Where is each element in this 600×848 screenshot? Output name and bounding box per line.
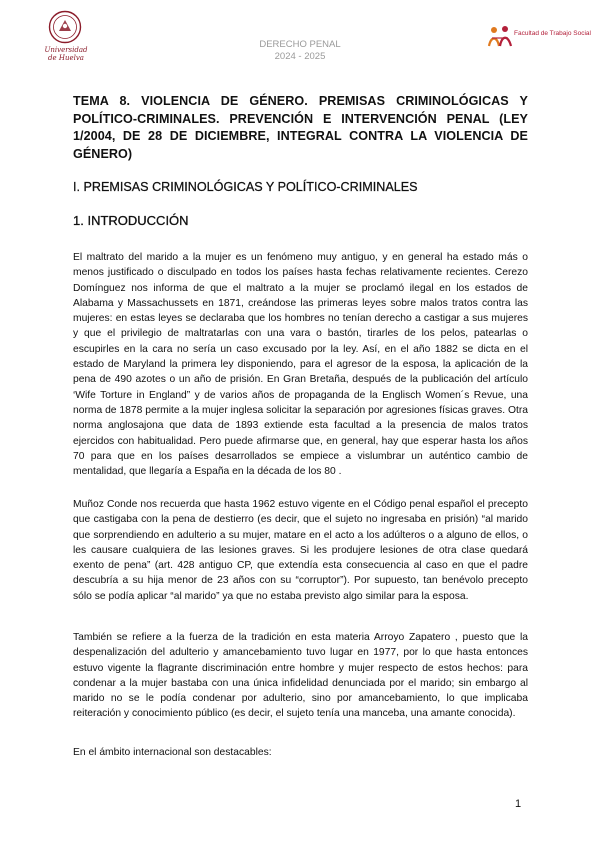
faculty-logo — [486, 24, 591, 52]
faculty-figures-icon — [486, 24, 514, 50]
section-heading: I. PREMISAS CRIMINOLÓGICAS Y POLÍTICO-CRIMINALES — [73, 180, 418, 194]
body-paragraph: Muñoz Conde nos recuerda que hasta 1962 estuvo vigente en el Código penal español el precepto que castigaba con la pena de destierro (es decir, que el sujeto no ingresaba en prisión) “al marido que sorprendiendo en adulterio a su mujer, matare en el acto a los adúlteros o a alguno de ellos, o les causare cualquiera de las lesiones graves. Si les produjere lesiones de otra clase quedará exento de pena” (art. 428 antiguo CP, que extendía esta consecuencia al caso en que el padre descubría a su hija menor de 23 años con su “corruptor”). Por supuesto, tan benévolo precepto sólo se podía aplicar “al marido” ya que no estaba previsto algo similar para la esposa. — [73, 499, 528, 602]
body-paragraph: El maltrato del marido a la mujer es un fenómeno muy antiguo, y en general ha estado más o menos justificado o disculpado en todos los países hasta fechas relativamente recientes. Cerezo Domínguez nos informa de que el maltrato a la mujer se proclamó ilegal en los estados de Alabama y Massachussets en 1871, creándose las primeras leyes sobre malos tratos contra las mujeres: en estas leyes se declaraba que los hombres no tenían derecho a castigar a sus mujeres y que el privilegio de maltratarlas con una vara o bastón, tirarles de los pelos, patearlas o escupirles en la cara no sería un caso excusado por la ley. Así, en el año 1882 se dicta en el estado de Maryland la primera ley disponiendo, para el agresor de la esposa, la aplicación de la pena de 490 azotes o un año de prisión. En Gran Bretaña, después de la publicación del artículo ‘Wife Torture in England” y de varios años de propaganda de la Englisch Women´s Revue, una norma de 1878 permite a la mujer inglesa solicitar la separación por agresiones físicas graves. Otra norma anglosajona que data de 1893 extiende esta facultad a la presencia de malos tratos ejercidos con habitualidad. Pero puede afirmarse que, en general, hay que esperar hasta los años 70 para que en los países desarrollados se empiece a vislumbrar un auténtico cambio de mentalidad, que llegaría a España en la década de los 80 . — [73, 252, 528, 478]
academic-year: 2024 - 2025 — [274, 51, 326, 62]
university-logo-text: Universidad de Huelva — [44, 46, 88, 62]
page-number: 1 — [515, 798, 522, 810]
document-title: TEMA 8. VIOLENCIA DE GÉNERO. PREMISAS CRIMINOLÓGICAS Y POLÍTICO-CRIMINALES. PREVENCIÓN E INTERVENCIÓN PENAL (LEY 1/2004, DE 28 DE DICIEMBRE, INTEGRAL CONTRA LA VIOLENCIA DE GÉNERO) — [73, 94, 528, 161]
faculty-logo-text: Facultad de Trabajo Social — [514, 30, 591, 37]
body-paragraph: También se refiere a la fuerza de la tradición en esta materia Arroyo Zapatero , puesto que la despenalización del adulterio y amancebamiento tuvo lugar en 1977, por lo que hasta entonces estuvo vigente la flagrante discriminación entre hombre y mujer respecto de estos hechos: para condenar a la mujer bastaba con una única infidelidad denunciada por el marido; sin embargo al marido no se le podía condenar por adulterio, sino por amancebamiento, lo que implicaba reiteración y conocimiento público (es decir, el sujeto tenía una manceba, una amante conocida). — [73, 632, 528, 720]
subsection-heading: 1. INTRODUCCIÓN — [73, 213, 189, 228]
course-name: DERECHO PENAL — [259, 39, 341, 50]
body-paragraph: En el ámbito internacional son destacables: — [73, 747, 272, 758]
